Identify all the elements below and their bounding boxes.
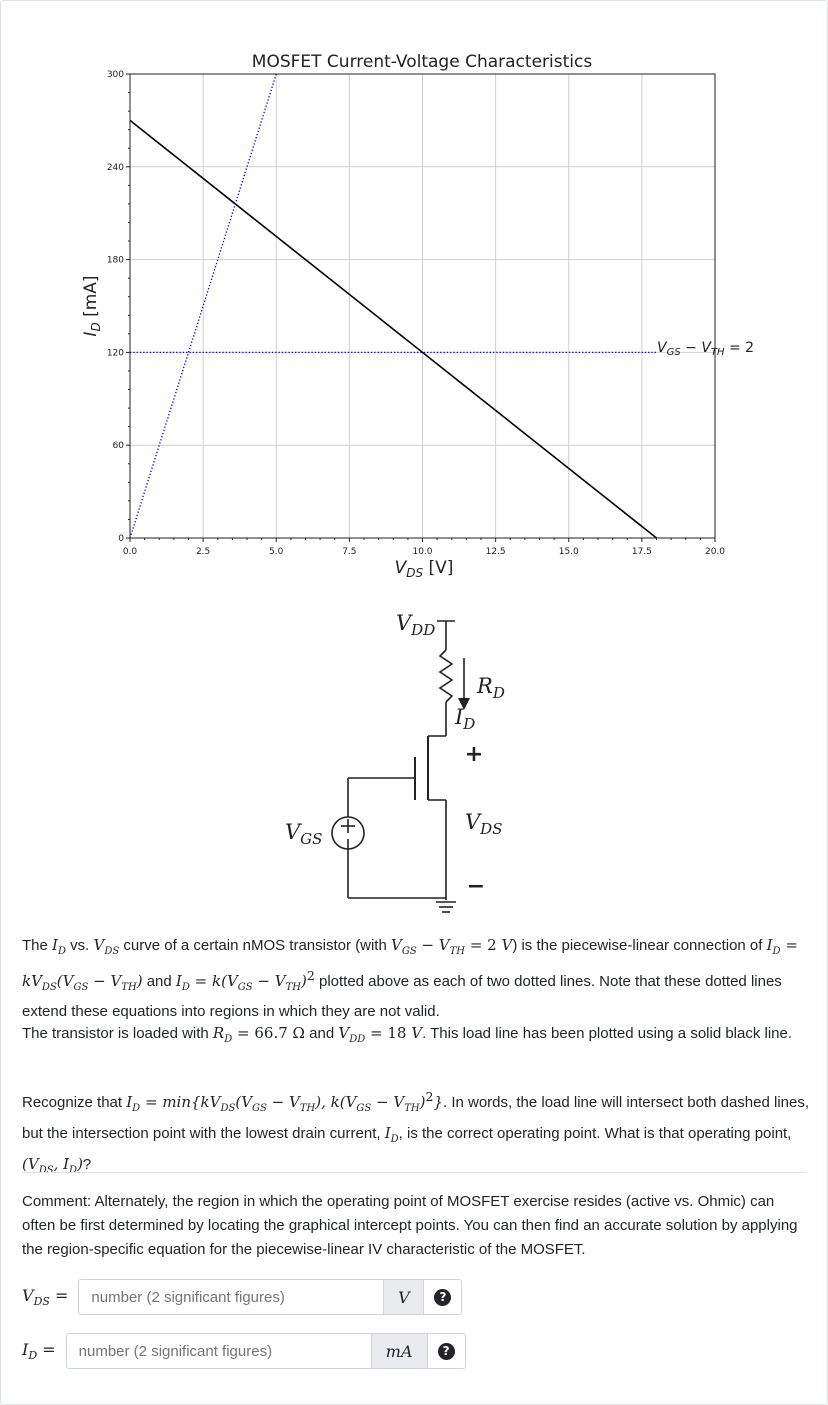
problem-paragraph-3: Recognize that $I_D = \min\{kV_{DS}(V_{GS} - V_{TH})$, $k(V_{GS} - V_{TH})^2$}. In words, the load line will intersect both dashed lines, but the intersection point with the lowest drain current, $I_D$, is the correct operating point. What is that operating point, ($V_{DS}$, $I_D$)? (22, 1089, 810, 1176)
x-tick-label: 15.0 (558, 547, 579, 557)
y-tick-label: 240 (106, 162, 124, 173)
vov-annotation: $V_{GS} - V_{TH} = 2$ (657, 340, 755, 358)
x-tick-label: 5.0 (269, 547, 284, 557)
x-tick-label: 2.5 (195, 547, 211, 557)
x-axis-ticks (123, 538, 725, 557)
resistor-rd (440, 650, 452, 702)
y-tick-label: 120 (106, 348, 124, 359)
y-tick-label: 300 (106, 70, 124, 80)
problem-paragraph-1: The $I_D$ vs. $V_{DS}$ curve of a certain nMOS transistor (with $V_{GS} - V_{TH} = 2$ V) is the piecewise-linear connection of $I_D = kV_{DS}(V_{GS} - V_{TH})$ and $I_D = k(V_{GS} - V_{TH})^2$ plotted above as each of two dotted lines. Note that these dotted lines extend these equations into regions in which they are not valid. (22, 936, 798, 1020)
rd-label: $R_D$ (477, 674, 505, 702)
y-tick-label: 60 (112, 441, 124, 452)
answer-row-id (22, 1332, 466, 1370)
vds-plus: + (464, 742, 484, 767)
vds-minus: − (466, 874, 486, 899)
vds-help-button[interactable] (424, 1279, 462, 1315)
y-tick-label: 180 (106, 255, 124, 266)
x-tick-label: 10.0 (412, 547, 433, 557)
problem-paragraph-2: The transistor is loaded with $R_D = 66.7$ Ω and $V_{DD} = 18$ V. This load line has been plotted using a solid black line. (22, 1024, 793, 1045)
question-circle-icon: ? (434, 1289, 451, 1306)
id-label: $I_D$ (455, 705, 476, 733)
y-axis-label: $I_D$ [mA] (81, 275, 103, 337)
x-tick-label: 12.5 (485, 547, 506, 557)
vds-answer-label: $V_{DS}$ = (22, 1285, 69, 1309)
series-load-line (130, 120, 657, 538)
id-answer-label: $I_D$ = (22, 1339, 56, 1363)
x-tick-label: 20.0 (704, 547, 726, 557)
y-tick-label: 0 (118, 534, 124, 544)
vdd-label: $V_{DD}$ (396, 611, 436, 639)
question-circle-icon: ? (438, 1343, 455, 1360)
x-tick-label: 17.5 (631, 547, 652, 557)
comment-paragraph: Comment: Alternately, the region in which the operating point of MOSFET exercise resides (active vs. Ohmic) can often be first determined by locating the graphical intercept points. You can then find an accurate solution by applying the region-specific equation for the piecewise-linear IV characteristic of the MOSFET. (22, 1193, 798, 1258)
answer-row-vds (22, 1278, 462, 1316)
id-input[interactable] (66, 1333, 372, 1369)
chart-title: MOSFET Current-Voltage Characteristics (251, 52, 593, 72)
chart-grid (130, 74, 715, 538)
x-tick-label: 7.5 (342, 547, 357, 557)
vds-unit: V (384, 1279, 424, 1315)
iv-chart (0, 0, 828, 590)
vds-input[interactable] (78, 1279, 384, 1315)
chart-series (130, 74, 657, 538)
x-axis-label: $V_{DS}$ [V] (394, 558, 454, 580)
vds-label: $V_{DS}$ (465, 810, 503, 838)
y-axis-ticks (107, 70, 130, 544)
divider (22, 1172, 806, 1173)
id-unit: mA (372, 1333, 428, 1369)
vgs-label: $V_{GS}$ (285, 820, 323, 848)
id-help-button[interactable] (428, 1333, 466, 1369)
circuit-diagram (270, 598, 530, 920)
x-tick-label: 0.0 (122, 547, 138, 557)
